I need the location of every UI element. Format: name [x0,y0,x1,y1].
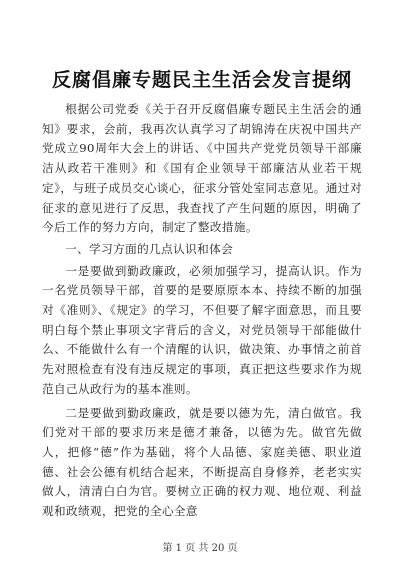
section-heading-learning: 一、学习方面的几点认识和体会 [65,241,234,256]
document-title: 反腐倡廉专题民主生活会发言提纲 [51,69,352,91]
body-paragraph-point-one: 一是要做到勤政廉政，必须加强学习，提高认识。作为一名党员领导干部，首要的是要原原本本、持续不断的加强对《准则》、《规定》的学习，不但要了解字面意思，而且要明白每个禁止事项文字背后的含义，对党员领导干部能做什么、不能做什么有一个清醒的认识，做决策、办事情之前首先对照检查有没有违反规定的事项，真正把这些要求作为规范自己从政行为的基本准则。 [42,263,362,396]
body-paragraph-intro: 根据公司党委《关于召开反腐倡廉专题民主生活会的通知》要求，会前，我再次认真学习了胡锦涛在庆祝中国共产党成立90周年大会上的讲话、《中国共产党党员领导干部廉洁从政若干准则》和《国有企业领导干部廉洁从业若干规定》，与班子成员交心谈心，征求分管处室同志意见。通过对征求的意见进行了反思，我查找了产生问题的原因，明确了今后工作的努力方向，制定了整改措施。 [42,102,362,235]
page-number-footer: 第 1 页 共 20 页 [162,543,238,554]
body-paragraph-point-two: 二是要做到勤政廉政，就是要以德为先，清白做官。我们党对干部的要求历来是德才兼备，以德为先。做官先做人，把修“德”作为基础，将个人品德、家庭美德、职业道德、社会公德有机结合起来，不断提高自身修养，老老实实做人，清清白白为官。要树立正确的权力观、地位观、利益观和政绩观，把党的全心全意 [42,405,362,519]
